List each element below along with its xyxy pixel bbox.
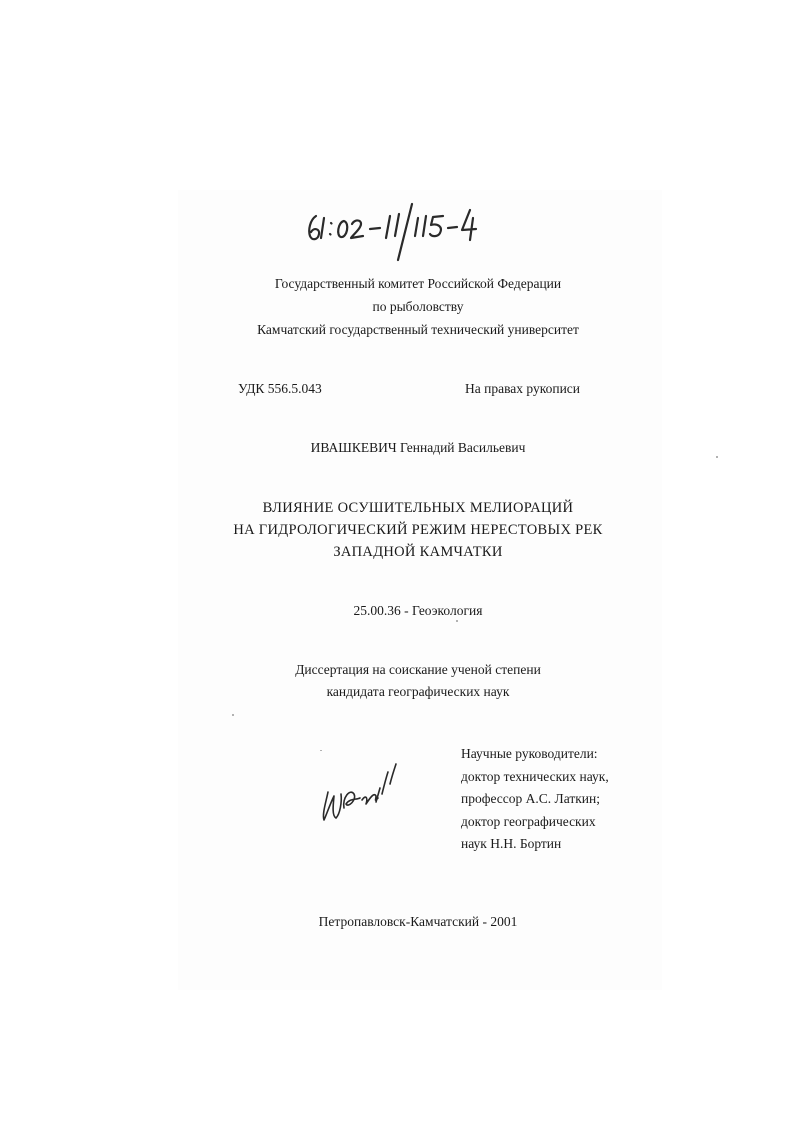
scan-speck xyxy=(232,714,234,716)
degree-line-2: кандидата географических наук xyxy=(326,684,510,699)
author-name: ИВАШКЕВИЧ Геннадий Васильевич xyxy=(310,440,526,455)
degree-line-1: Диссертация на соискание ученой степени xyxy=(295,662,541,677)
title-line-1: ВЛИЯНИЕ ОСУШИТЕЛЬНЫХ МЕЛИОРАЦИЙ xyxy=(262,500,574,516)
title-line-3: ЗАПАДНОЙ КАМЧАТКИ xyxy=(333,544,503,560)
header-line-2: по рыболовству xyxy=(372,299,464,314)
handwritten-archive-code xyxy=(300,196,500,266)
supervisor-line-4: наук Н.Н. Бортин xyxy=(461,836,562,851)
author-signature xyxy=(314,758,406,830)
city-year: Петропавловск-Камчатский - 2001 xyxy=(318,914,518,929)
title-line-2: НА ГИДРОЛОГИЧЕСКИЙ РЕЖИМ НЕРЕСТОВЫХ РЕК xyxy=(233,522,603,538)
supervisor-line-2: профессор А.С. Латкин; xyxy=(461,791,600,806)
supervisor-line-1: доктор технических наук, xyxy=(461,768,609,784)
header-line-3: Камчатский государственный технический университет xyxy=(257,322,579,337)
supervisors-heading: Научные руководители: xyxy=(461,746,598,761)
specialty-code: 25.00.36 - Геоэкология xyxy=(353,603,483,618)
scan-speck xyxy=(320,750,322,751)
manuscript-rights: На правах рукописи xyxy=(465,381,581,396)
header-line-1: Государственный комитет Российской Федерации xyxy=(274,276,562,291)
supervisors-block xyxy=(461,743,661,856)
scan-speck xyxy=(716,456,718,458)
udk-code: УДК 556.5.043 xyxy=(238,381,322,396)
scan-speck xyxy=(456,620,458,622)
supervisor-line-3: доктор географических xyxy=(461,813,596,829)
